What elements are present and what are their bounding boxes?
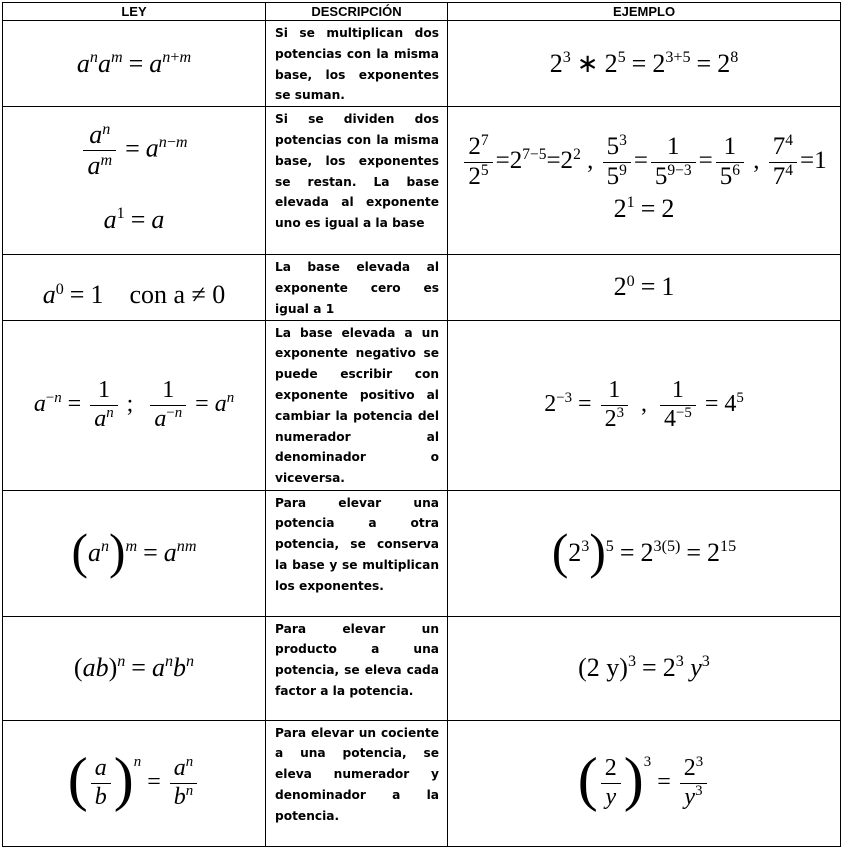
description-cell: Si se dividen dos potencias con la misma base, los exponentes se restan. La base elevada al exponente uno es igual a la base [266, 107, 448, 255]
law-power-of-product: $(ab)^n = a^nb^n$ [3, 616, 266, 720]
example-product-of-powers: $2^3$ ∗ $2^5 = 2^{3+5} = 2^8$ [448, 21, 841, 107]
table-row [3, 720, 841, 846]
table-row [3, 616, 841, 720]
description-cell: La base elevada al exponente cero es igual a 1 [266, 255, 448, 320]
example-power-of-quotient: ( $\frac{2}{y}$ )$^3$= $\frac{2^3}{y^3}$ [448, 720, 841, 846]
description-cell: Para elevar una potencia a otra potencia, se conserva la base y se multiplican los exponentes. [266, 490, 448, 616]
law-power-of-quotient: ( $\frac{a}{b}$ )$^n$= $\frac{a^n}{b^n}$ [3, 720, 266, 846]
example-power-of-power: $(2^3)^5 = 2^{3(5)} = 2^{15}$ [448, 490, 841, 616]
header-example: EJEMPLO [448, 3, 841, 21]
header-law: LEY [3, 3, 266, 21]
example-negative-exponent: $2^{-3}$ = $\frac{1}{2^3}$ , $\frac{1}{4^{-5}}$ = $4^5$ [448, 320, 841, 490]
table-row [3, 21, 841, 107]
header-row [3, 3, 841, 21]
law-product-of-powers: $a^na^m = a^{n+m}$ [3, 21, 266, 107]
law-zero-exponent: $a^0 = 1$ con a ≠ 0 [3, 255, 266, 320]
table-row [3, 320, 841, 490]
example-zero-exponent: $2^0 = 1$ [448, 255, 841, 320]
description-cell: La base elevada a un exponente negativo se puede escribir con exponente positivo al cambiar la potencia del numerador al denominador o viceversa. [266, 320, 448, 490]
description-cell: Para elevar un cociente a una potencia, se eleva numerador y denominador a la potencia. [266, 720, 448, 846]
header-description: DESCRIPCIÓN [266, 3, 448, 21]
table-row [3, 107, 841, 255]
zero-exponent-condition: con a ≠ 0 [129, 280, 226, 310]
description-cell: Si se multiplican dos potencias con la misma base, los exponentes se suman. [266, 21, 448, 107]
law-negative-exponent: $a^{-n}$ = $\frac{1}{a^n}$ ; $\frac{1}{a^{-n}}$ = $a^n$ [3, 320, 266, 490]
table-row [3, 490, 841, 616]
example-quotient-and-power-one: $\frac{2^7}{2^5}$ $=2^{7-5}=2^2$ , $\frac{5^3}{5^9}$ = $\frac{1}{5^{9-3}}$ = $\frac{1}{5^6}$ , $\frac{7^4}{7^4}$ =1 $2^1 = 2$ [448, 107, 841, 255]
law-quotient-and-power-one: $\frac{a^n}{a^m}$ = $a^{n-m}$ $a^1 = a$ [3, 107, 266, 255]
description-cell: Para elevar un producto a una potencia, se eleva cada factor a la potencia. [266, 616, 448, 720]
exponent-laws-table [2, 2, 841, 847]
table-row [3, 255, 841, 320]
example-power-of-product: (2 $y)^3 = 2^3$ $y^3$ [448, 616, 841, 720]
law-power-of-power: $(a^n)^m = a^{nm}$ [3, 490, 266, 616]
